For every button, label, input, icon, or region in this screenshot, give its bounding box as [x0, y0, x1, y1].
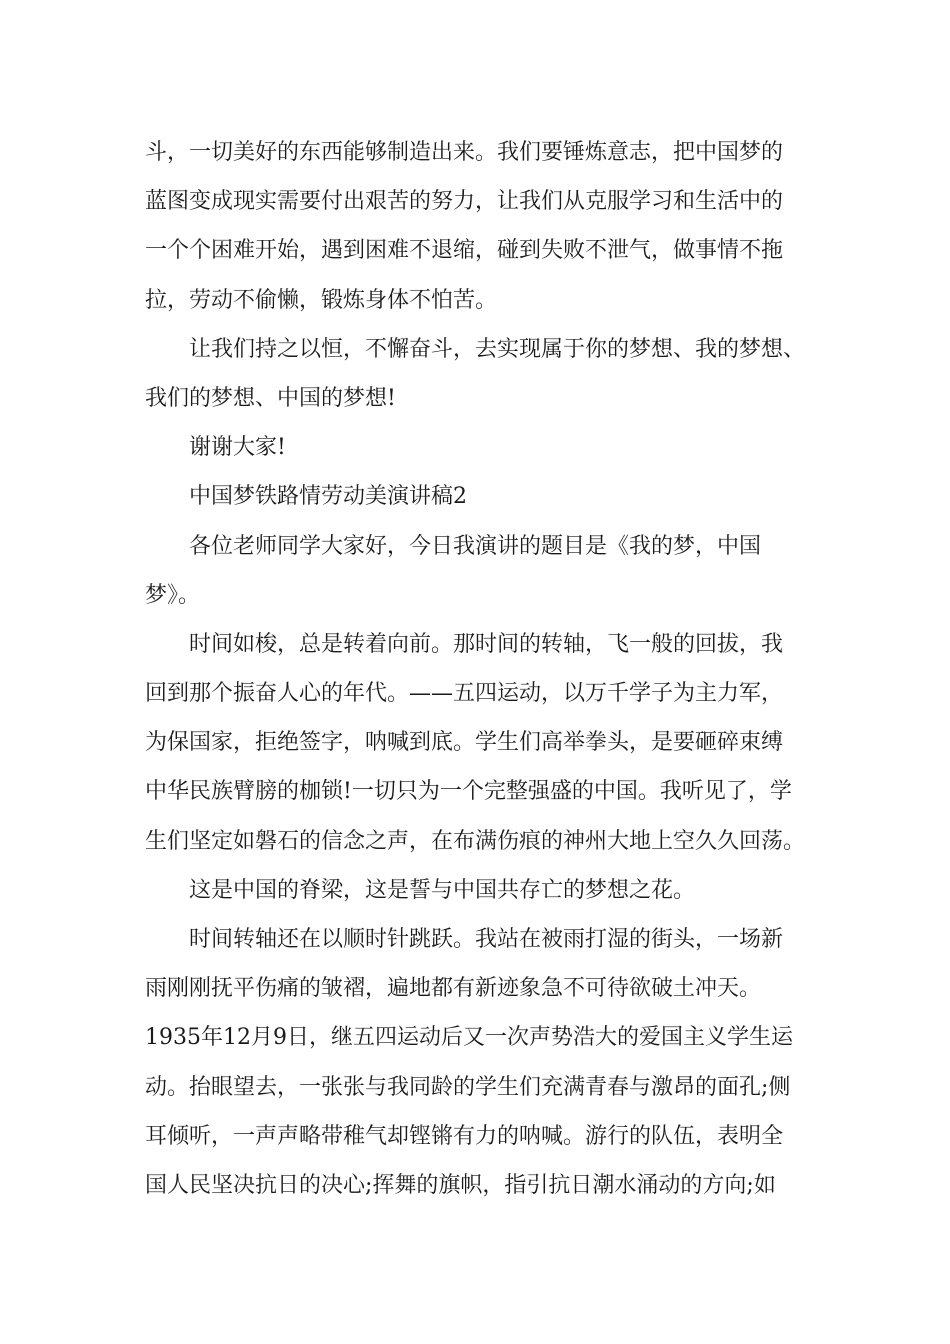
paragraph-start: 各位老师同学大家好，今日我演讲的题目是《我的梦，中国: [189, 533, 762, 559]
text-line: 中华民族臂膀的枷锁!一切只为一个完整强盛的中国。我听见了，学: [145, 779, 792, 805]
text-line: 动。抬眼望去，一张张与我同龄的学生们充满青春与激昂的面孔;侧: [145, 1074, 791, 1100]
text-line: 一个个困难开始，遇到困难不退缩，碰到失败不泄气，做事情不拖: [145, 238, 784, 264]
text-line: 回到那个振奋人心的年代。——五四运动，以万千学子为主力军，: [145, 681, 784, 707]
text-line: 梦》。: [145, 582, 201, 608]
document-body: [145, 128, 815, 1210]
paragraph-start: 时间转轴还在以顺时针跳跃。我站在被雨打湿的街头，一场新: [189, 927, 784, 952]
text-line: 雨刚刚抚平伤痛的皱褶，遍地都有新迹象急不可待欲破土冲天。: [145, 976, 762, 1002]
section-title: 中国梦铁路情劳动美演讲稿2: [189, 484, 467, 510]
text-line: 蓝图变成现实需要付出艰苦的努力，让我们从克服学习和生活中的: [145, 189, 784, 215]
closing-thanks: 谢谢大家!: [189, 435, 286, 461]
paragraph-start: 让我们持之以恒，不懈奋斗，去实现属于你的梦想、我的梦想、: [189, 336, 806, 362]
paragraph-start: 时间如梭，总是转着向前。那时间的转轴，飞一般的回拔，我: [189, 631, 784, 657]
text-line: 国人民坚决抗日的决心;挥舞的旗帜，指引抗日潮水涌动的方向;如: [145, 1172, 776, 1198]
text-line: 生们坚定如磐石的信念之声，在布满伤痕的神州大地上空久久回荡。: [145, 828, 806, 854]
text-line: 我们的梦想、中国的梦想!: [145, 385, 396, 411]
text-line: 斗，一切美好的东西能够制造出来。我们要锤炼意志，把中国梦的: [145, 140, 784, 165]
text-line: 拉，劳动不偷懒，锻炼身体不怕苦。: [145, 287, 498, 313]
text-line: 1935年12月9日，继五四运动后又一次声势浩大的爱国主义学生运: [145, 1025, 793, 1051]
paragraph-start: 这是中国的脊梁，这是誓与中国共存亡的梦想之花。: [189, 877, 696, 903]
text-line: 耳倾听，一声声略带稚气却铿锵有力的呐喊。游行的队伍，表明全: [145, 1123, 784, 1149]
text-line: 为保国家，拒绝签字，呐喊到底。学生们高举拳头，是要砸碎束缚: [145, 730, 784, 756]
